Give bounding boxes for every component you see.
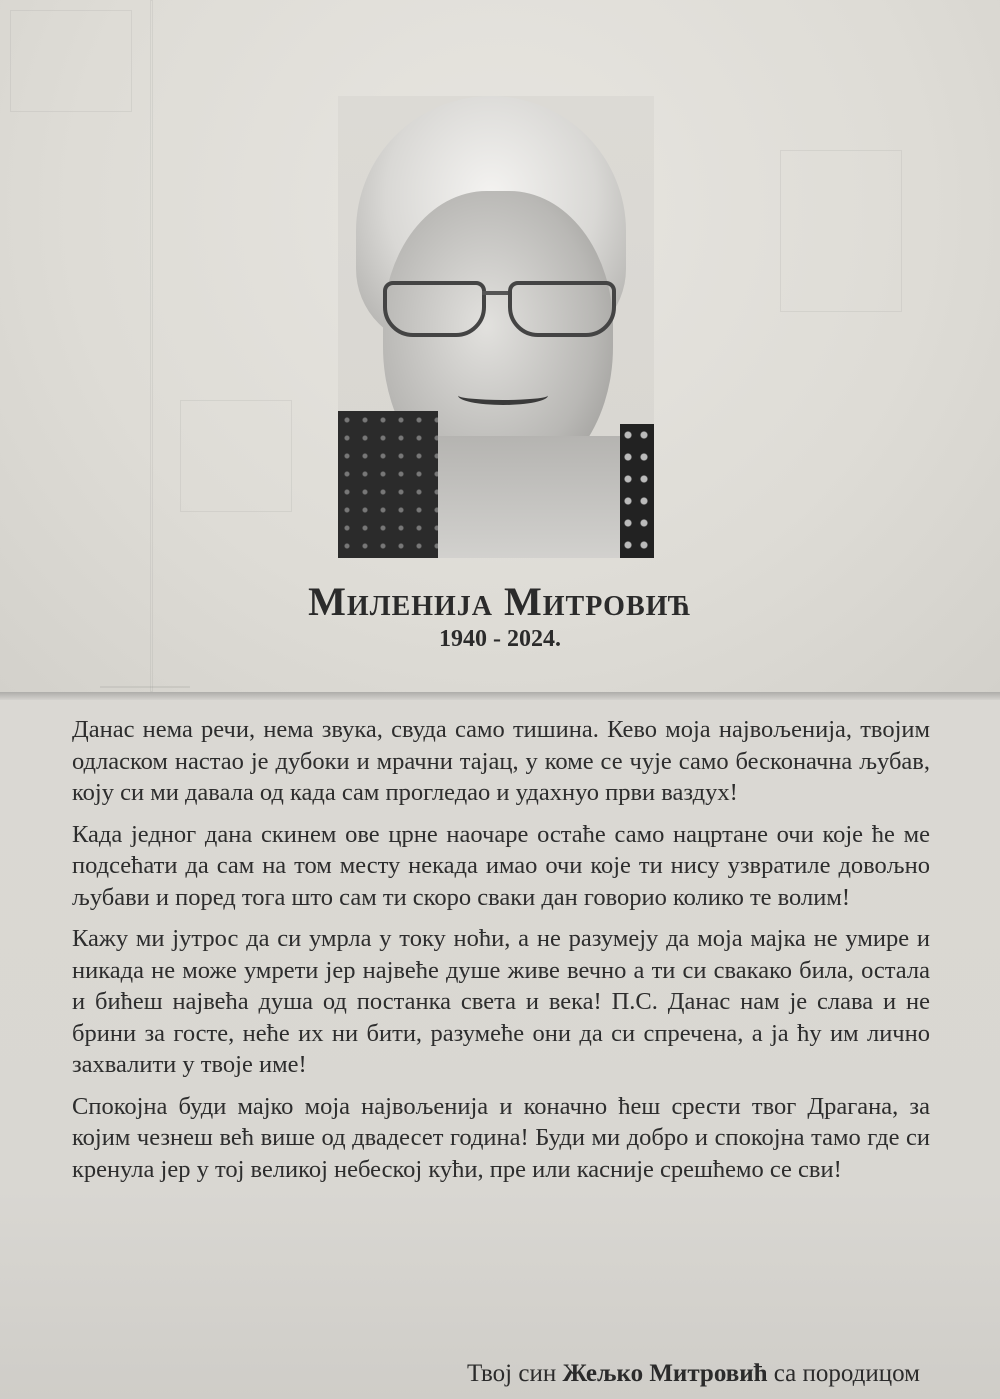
life-years: 1940 - 2024. [439,626,561,652]
bleed-through-line [100,686,190,688]
paragraph: Кажу ми јутрос да си умрла у току ноћи, а не разумеју да моја мајка не умире и никада не може умрети јер највеће душе живе вечно а ти си свакако била, остала и бићеш највећа душа од постанка света и века! П.С. Данас нам је слава и не брини за госте, неће их ни бити, разумеће они да си спречена, а ја ћу им лично захвалити у твоје име! [72,925,930,1078]
paragraph: Данас нема речи, нема звука, свуда само тишина. Кево моја највољенија, твојим одласком настао је дубоки и мрачни тајац, у коме се чује само бесконачна љубав, коју си ми давала од када сам прогледао и удахнуо први ваздух! [72,716,930,806]
portrait-neck [438,436,620,558]
deceased-name: Миленија Митровић [308,579,692,624]
signer-name: Жељко Митровић [562,1360,768,1387]
portrait-smile [458,386,548,405]
portrait-photo [338,96,654,558]
signature-prefix: Твој син [467,1360,563,1387]
bleed-through-frame [10,10,132,112]
portrait-dress-right [620,424,654,558]
glasses-icon [383,281,486,337]
glasses-bridge [482,291,508,295]
bleed-through-frame [780,150,902,312]
signature [467,1360,920,1388]
paragraph: Спокојна буди мајко моја највољенија и коначно ћеш срести твог Драгана, за којим чезнеш већ више од двадесет година! Буди ми добро и спокојна тамо где си кренула јер у тој великој небеској кући, пре или касније срешћемо се сви! [72,1092,930,1183]
obituary-text [72,714,930,1195]
glasses-icon [508,281,616,337]
paper-fold [0,692,1000,700]
bleed-through-frame [180,400,292,512]
paragraph: Када једног дана скинем ове црне наочаре остаће само нацртане очи које ће ме подсећати да сам на том месту некада имао очи које ти нису узвратиле довољно љубави и поред тога што сам ти скоро сваки дан говорио колико те волим! [72,820,930,911]
portrait-dress-left [338,411,438,558]
signature-suffix: са породицом [767,1360,920,1387]
